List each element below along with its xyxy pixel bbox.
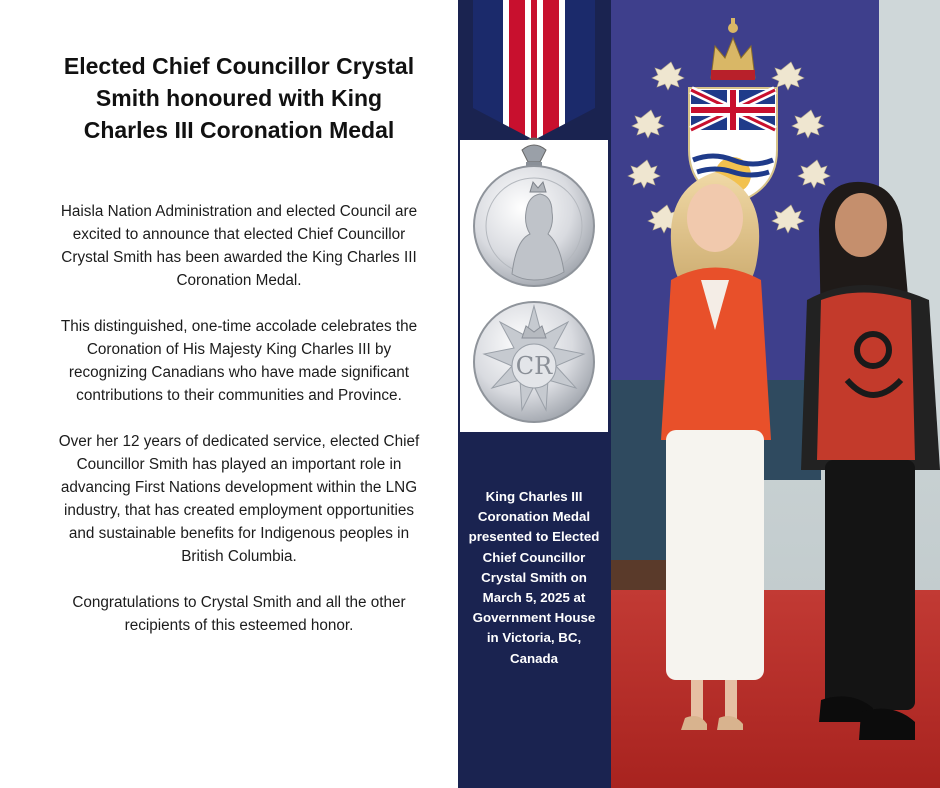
- medal-ribbon: [473, 0, 595, 140]
- medal-reverse: [474, 302, 594, 422]
- paragraph-congratulations: Congratulations to Crystal Smith and all the other recipients of this esteemed honor.: [72, 594, 406, 634]
- paragraph-announcement: Haisla Nation Administration and elected Council are excited to announce that elected Chief Councillor Crystal Smith has been awarded the King Charles III Coronation Medal.: [60, 203, 418, 289]
- medal-obverse: [474, 166, 594, 286]
- red-vest: [817, 293, 915, 461]
- paragraph-service: Over her 12 years of dedicated service, elected Chief Councillor Smith has played an important role in advancing First Nations development within the LNG industry, that has created employment opportunities and sustainable benefits for Indigenous peoples in British Columbia.: [58, 433, 420, 565]
- medal-image-box: [460, 140, 608, 432]
- white-skirt: [666, 430, 764, 680]
- headline: Elected Chief Councillor Crystal Smith honoured with King Charles III Coronation Medal: [63, 53, 415, 143]
- medal-illustration: [460, 140, 608, 432]
- svg-text:CR: CR: [515, 352, 553, 380]
- announcement-panel: [0, 0, 458, 788]
- announcement-body: [52, 200, 426, 660]
- paragraph-accolade: This distinguished, one-time accolade celebrates the Coronation of His Majesty King Charles III by recognizing Canadians who have made significant contributions to their communities and Province.: [60, 318, 418, 404]
- person-left: [661, 172, 771, 730]
- photo-caption: King Charles III Coronation Medal presented to Elected Chief Councillor Crystal Smith on March 5, 2025 at Government House in Victoria, BC, Canada: [468, 489, 600, 666]
- ceremony-illustration: [611, 0, 940, 788]
- ceremony-photo: [611, 0, 940, 788]
- black-pants: [825, 460, 915, 710]
